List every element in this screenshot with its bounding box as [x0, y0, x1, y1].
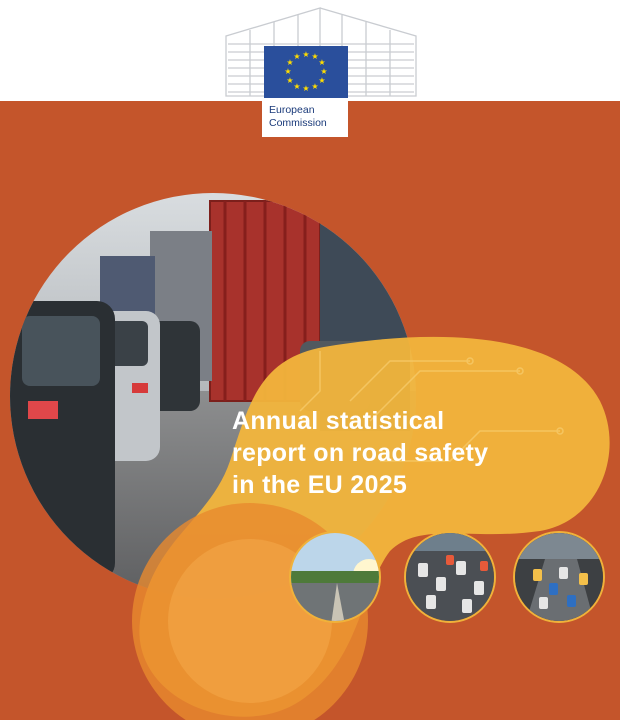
- title-line-2: report on road safety: [232, 439, 489, 467]
- svg-text:★: ★: [302, 84, 310, 93]
- logo-label: [262, 99, 348, 137]
- report-title: [232, 405, 612, 501]
- publisher-name-line2: Commission: [269, 117, 327, 129]
- svg-text:★: ★: [311, 52, 319, 61]
- svg-text:★: ★: [318, 76, 326, 85]
- svg-text:★: ★: [286, 58, 294, 67]
- svg-text:★: ★: [284, 67, 292, 76]
- svg-text:★: ★: [293, 52, 301, 61]
- sunlit-road-thumbnail: [289, 531, 381, 623]
- highway-traffic-thumbnail: [404, 531, 496, 623]
- cover-panel: [0, 101, 620, 720]
- svg-text:★: ★: [318, 58, 326, 67]
- title-line-3: in the EU 2025: [232, 471, 408, 499]
- svg-text:★: ★: [286, 76, 294, 85]
- svg-text:★: ★: [320, 67, 328, 76]
- city-traffic-thumbnail: [513, 531, 605, 623]
- publisher-name-line1: European: [269, 104, 315, 116]
- svg-text:★: ★: [311, 82, 319, 91]
- svg-text:★: ★: [293, 82, 301, 91]
- title-line-1: Annual statistical: [232, 407, 445, 435]
- european-commission-logo[interactable]: [0, 0, 620, 140]
- svg-text:★: ★: [302, 50, 310, 59]
